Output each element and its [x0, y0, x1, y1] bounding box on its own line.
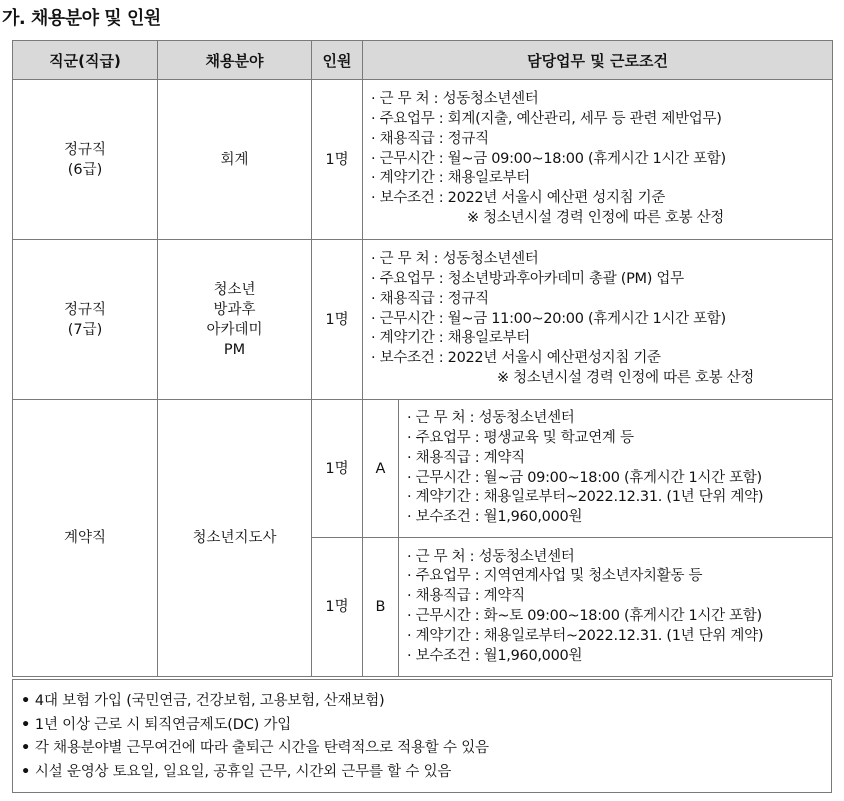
duties-cell [399, 538, 833, 677]
notes-box [12, 679, 832, 793]
table-row [13, 80, 833, 240]
table-row [13, 400, 833, 538]
duty-item: · 근 무 처 : 성동청소년센터 [407, 409, 832, 429]
duty-item: · 근무시간 : 월~금 11:00~20:00 (휴게시간 1시간 포함) [371, 310, 832, 330]
duty-item: · 보수조건 : 2022년 서울시 예산편 성지침 기준 [371, 189, 832, 209]
duty-item: · 주요업무 : 평생교육 및 학교연계 등 [407, 429, 832, 449]
duty-item: · 계약기간 : 채용일로부터~2022.12.31. (1년 단위 계약) [407, 488, 832, 508]
section-title: 가. 채용분야 및 인원 [2, 8, 161, 29]
group-cell: 정규직 (6급) [13, 80, 158, 240]
duty-item: · 계약기간 : 채용일로부터~2022.12.31. (1년 단위 계약) [407, 627, 832, 647]
duty-note: ※ 청소년시설 경력 인정에 따른 호봉 산정 [497, 369, 755, 386]
duty-item: · 주요업무 : 지역연계사업 및 청소년자치활동 등 [407, 567, 832, 587]
duty-item: · 보수조건 : 2022년 서울시 예산편성지침 기준 [371, 349, 832, 369]
count-cell: 1명 [312, 538, 363, 677]
duty-item: · 채용직급 : 계약직 [407, 587, 832, 607]
group-cell: 계약직 [13, 400, 158, 677]
duty-note: ※ 청소년시설 경력 인정에 따른 호봉 산정 [467, 209, 725, 226]
duty-item: · 근무시간 : 월~금 09:00~18:00 (휴게시간 1시간 포함) [371, 150, 832, 170]
duty-item: · 근무시간 : 월~금 09:00~18:00 (휴게시간 1시간 포함) [407, 469, 832, 489]
duty-item: · 계약기간 : 채용일로부터 [371, 169, 832, 189]
note-item: • 1년 이상 근로 시 퇴직연금제도(DC) 가입 [21, 714, 831, 738]
duty-item: · 채용직급 : 정규직 [371, 290, 832, 310]
field-cell: 청소년지도사 [158, 400, 312, 677]
duty-item: · 계약기간 : 채용일로부터 [371, 329, 832, 349]
duty-item: · 근 무 처 : 성동청소년센터 [407, 548, 832, 568]
count-cell: 1명 [312, 240, 363, 400]
field-cell: 회계 [158, 80, 312, 240]
duty-item: · 보수조건 : 월1,960,000원 [407, 647, 832, 667]
table-row [13, 240, 833, 400]
table-header-row [13, 41, 833, 80]
count-cell: 1명 [312, 400, 363, 538]
note-item: • 4대 보험 가입 (국민연금, 건강보험, 고용보험, 산재보험) [21, 690, 831, 714]
duties-cell [363, 80, 833, 240]
note-item: • 시설 운영상 토요일, 일요일, 공휴일 근무, 시간외 근무를 할 수 있음 [21, 761, 831, 785]
header-field: 채용분야 [158, 41, 312, 80]
duty-item: · 채용직급 : 계약직 [407, 449, 832, 469]
duty-item: · 근 무 처 : 성동청소년센터 [371, 250, 832, 270]
header-group: 직군(직급) [13, 41, 158, 80]
sub-label: B [363, 538, 399, 677]
recruitment-table [12, 40, 833, 677]
duty-item: · 채용직급 : 정규직 [371, 130, 832, 150]
duties-cell [363, 240, 833, 400]
field-cell: 청소년 방과후 아카데미 PM [158, 240, 312, 400]
count-cell: 1명 [312, 80, 363, 240]
duty-item: · 근 무 처 : 성동청소년센터 [371, 90, 832, 110]
duty-item: · 근무시간 : 화~토 09:00~18:00 (휴게시간 1시간 포함) [407, 607, 832, 627]
duties-cell [399, 400, 833, 538]
group-cell: 정규직 (7급) [13, 240, 158, 400]
duty-item: · 주요업무 : 회계(지출, 예산관리, 세무 등 관련 제반업무) [371, 110, 832, 130]
note-item: • 각 채용분야별 근무여건에 따라 출퇴근 시간을 탄력적으로 적용할 수 있음 [21, 737, 831, 761]
header-duties: 담당업무 및 근로조건 [363, 41, 833, 80]
duty-item: · 보수조건 : 월1,960,000원 [407, 508, 832, 528]
header-count: 인원 [312, 41, 363, 80]
duty-item: · 주요업무 : 청소년방과후아카데미 총괄 (PM) 업무 [371, 270, 832, 290]
sub-label: A [363, 400, 399, 538]
